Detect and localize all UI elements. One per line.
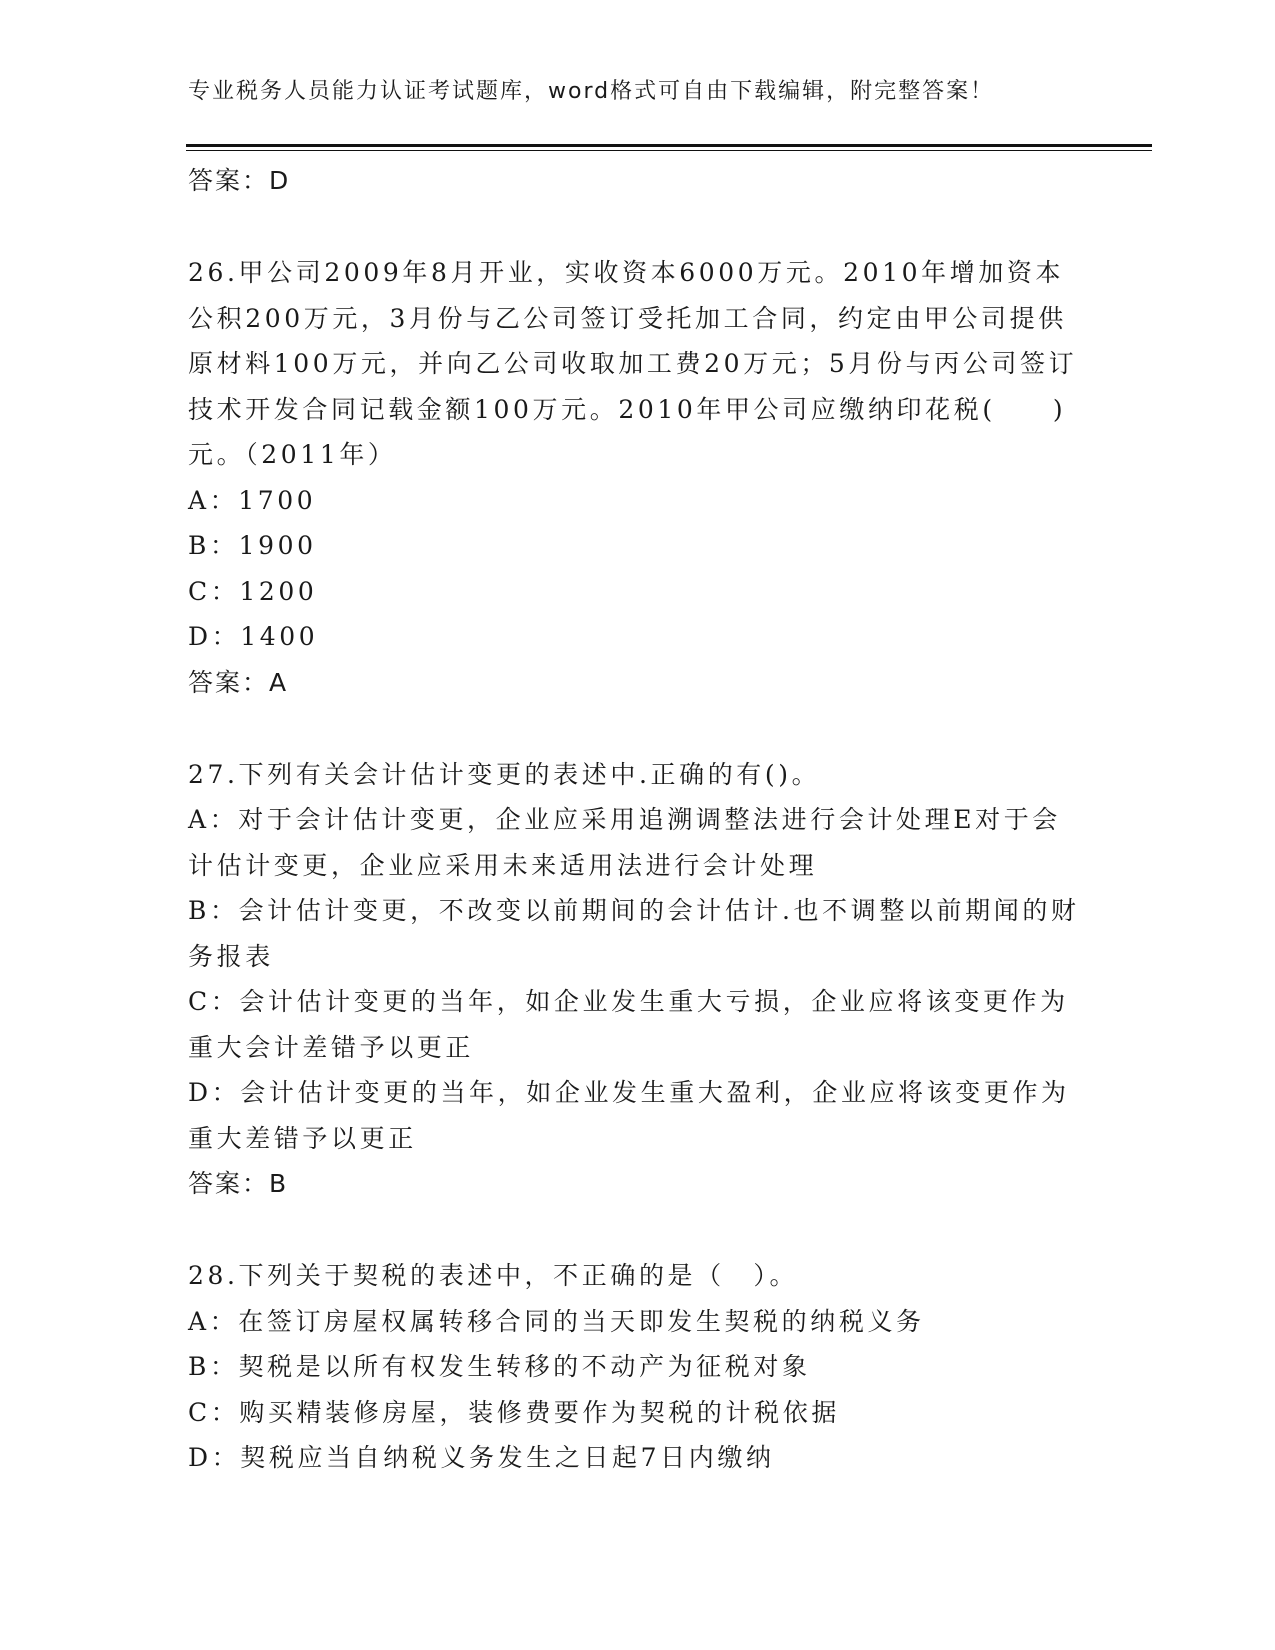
spacer <box>188 1207 1088 1253</box>
question-26-option-b: B：1900 <box>188 531 317 560</box>
question-26-option-c: C：1200 <box>188 576 318 606</box>
spacer <box>188 204 1088 250</box>
question-26-answer: 答案：A <box>188 667 289 697</box>
header-rule-thin <box>186 150 1152 151</box>
question-27-option-d: D：会计估计变更的当年，如企业发生重大盈利，企业应将该变更作为重大差错予以更正 <box>188 1078 1070 1153</box>
question-28-option-d: D：契税应当自纳税义务发生之日起7日内缴纳 <box>188 1443 775 1472</box>
header-rule-thick <box>186 144 1152 147</box>
document-body <box>188 158 1088 1481</box>
question-28 <box>188 1253 1088 1481</box>
previous-answer: 答案：D <box>188 166 291 195</box>
question-28-text: 28.下列关于契税的表述中，不正确的是（ ）。 <box>188 1261 799 1290</box>
spacer <box>188 706 1088 752</box>
question-27-text: 27.下列有关会计估计变更的表述中.正确的有()。 <box>188 759 821 789</box>
question-26-option-d: D：1400 <box>188 622 319 651</box>
question-26-option-a: A：1700 <box>188 485 317 515</box>
question-27-option-c: C：会计估计变更的当年，如企业发生重大亏损，企业应将该变更作为重大会计差错予以更正 <box>188 987 1069 1062</box>
question-26-text: 26.甲公司2009年8月开业，实收资本6000万元。2010年增加资本公积200万元，3月份与乙公司签订受托加工合同，约定由甲公司提供原材料100万元，并向乙公司收取加工费20万元；5月份与丙公司签订技术开发合同记载金额100万元。2010年甲公司应缴纳印花税( )元。（2011年） <box>188 258 1078 469</box>
question-28-option-a: A：在签订房屋权属转移合同的当天即发生契税的纳税义务 <box>188 1306 925 1336</box>
question-27-option-a: A：对于会计估计变更，企业应采用追溯调整法进行会计处理E对于会计估计变更，企业应采用未来适用法进行会计处理 <box>188 805 1061 880</box>
question-27-option-b: B：会计估计变更，不改变以前期间的会计估计.也不调整以前期闻的财务报表 <box>188 896 1080 971</box>
question-27 <box>188 752 1088 1208</box>
page-header-title: 专业税务人员能力认证考试题库，word格式可自由下载编辑，附完整答案！ <box>188 79 995 104</box>
question-28-option-b: B：契税是以所有权发生转移的不动产为征税对象 <box>188 1352 811 1381</box>
question-28-option-c: C：购买精装修房屋，装修费要作为契税的计税依据 <box>188 1397 840 1427</box>
question-26 <box>188 250 1088 706</box>
question-27-answer: 答案：B <box>188 1169 289 1198</box>
